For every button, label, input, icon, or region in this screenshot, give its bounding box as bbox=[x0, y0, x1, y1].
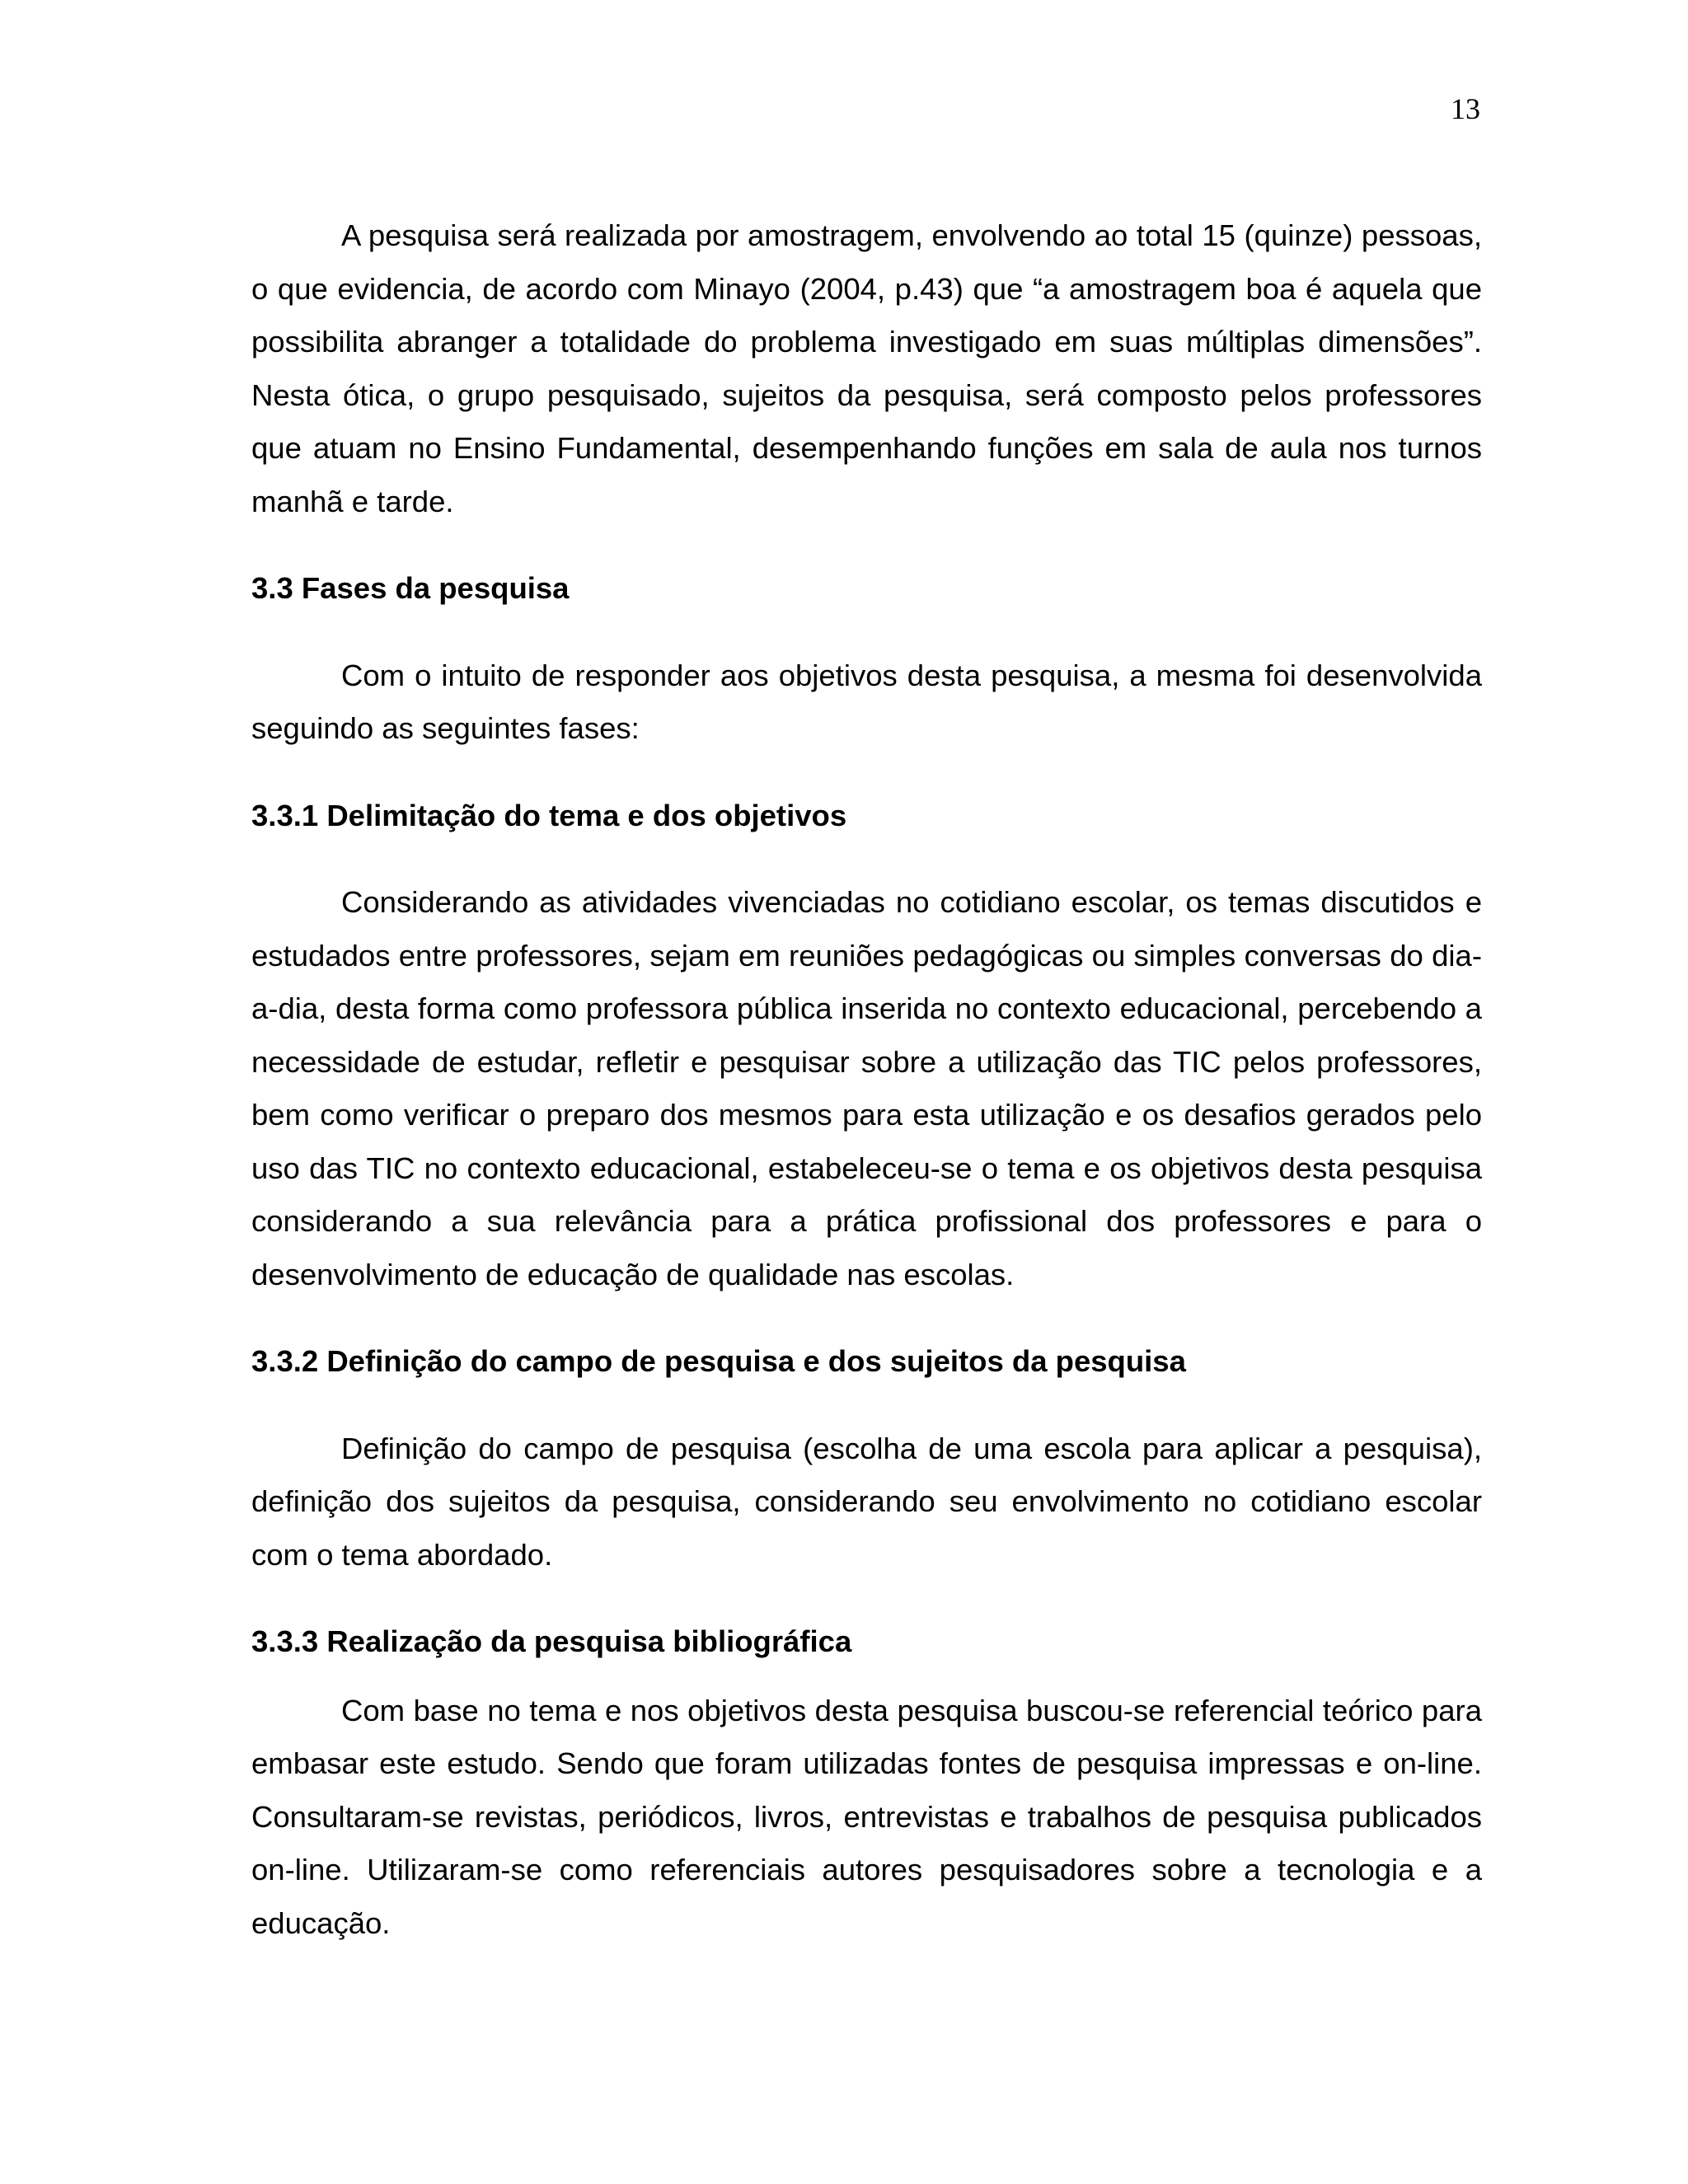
heading-pesquisa-bibliografica: 3.3.3 Realização da pesquisa bibliográfica bbox=[251, 1624, 852, 1658]
page-number: 13 bbox=[1451, 92, 1480, 125]
heading-delimitacao-tema: 3.3.1 Delimitação do tema e dos objetivos bbox=[251, 798, 847, 832]
paragraph-pesquisa-bibliografica: Com base no tema e nos objetivos desta pesquisa buscou-se referencial teórico para embasar este estudo. Sendo que foram utilizadas fontes de pesquisa impressas e on-line. Consultaram-se revistas, periódicos, livros, entrevistas e trabalhos de pesquisa publicados on-line. Utilizaram-se como referenciais autores pesquisadores sobre a tecnologia e a educação. bbox=[251, 1693, 1482, 1940]
paragraph-definicao-campo: Definição do campo de pesquisa (escolha de uma escola para aplicar a pesquisa), definição dos sujeitos da pesquisa, considerando seu envolvimento no cotidiano escolar com o tema abordado. bbox=[251, 1431, 1482, 1572]
heading-fases-da-pesquisa: 3.3 Fases da pesquisa bbox=[251, 571, 570, 605]
paragraph-fases-intro: Com o intuito de responder aos objetivos desta pesquisa, a mesma foi desenvolvida seguindo as seguintes fases: bbox=[251, 658, 1482, 745]
paragraph-delimitacao-tema: Considerando as atividades vivenciadas no cotidiano escolar, os temas discutidos e estudados entre professores, sejam em reuniões pedagógicas ou simples conversas do dia-a-dia, desta forma como professora pública inserida no contexto educacional, percebendo a necessidade de estudar, refletir e pesquisar sobre a utilização das TIC pelos professores, bem como verificar o preparo dos mesmos para esta utilização e os desafios gerados pelo uso das TIC no contexto educacional, estabeleceu-se o tema e os objetivos desta pesquisa considerando a sua relevância para a prática profissional dos professores e para o desenvolvimento de educação de qualidade nas escolas. bbox=[251, 885, 1482, 1291]
paragraph-sample: A pesquisa será realizada por amostragem, envolvendo ao total 15 (quinze) pessoas, o que evidencia, de acordo com Minayo (2004, p.43) que “a amostragem boa é aquela que possibilita abranger a totalidade do problema investigado em suas múltiplas dimensões”. Nesta ótica, o grupo pesquisado, sujeitos da pesquisa, será composto pelos professores que atuam no Ensino Fundamental, desempenhando funções em sala de aula nos turnos manhã e tarde. bbox=[251, 218, 1482, 518]
page-body bbox=[251, 209, 1482, 1950]
heading-definicao-campo: 3.3.2 Definição do campo de pesquisa e dos sujeitos da pesquisa bbox=[251, 1344, 1186, 1378]
